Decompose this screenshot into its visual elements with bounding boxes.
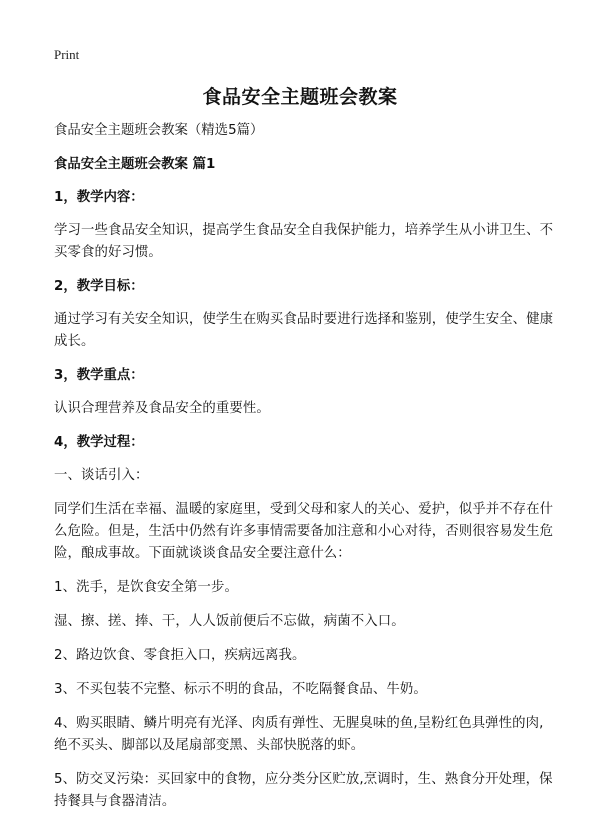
paragraph: 同学们生活在幸福、温暖的家庭里，受到父母和家人的关心、爱护，似乎并不存在什么危险。但是，生活中仍然有许多事情需要备加注意和小心对待，否则很容易发生危险，酿成事故。下面就谈谈食品安全要注意什么： xyxy=(54,502,554,561)
list-item: 3、不买包装不完整、标示不明的食品，不吃隔餐食品、牛奶。 xyxy=(54,682,427,697)
section-heading-goals: 2，教学目标： xyxy=(54,279,144,294)
list-item: 5、防交叉污染：买回家中的食物，应分类分区贮放,烹调时，生、熟食分开处理，保持餐具与食器清洁。 xyxy=(54,772,553,809)
paragraph: 认识合理营养及食品安全的重要性。 xyxy=(54,401,270,416)
print-label: Print xyxy=(54,47,80,62)
list-item: 2、路边饮食、零食拒入口，疾病远离我。 xyxy=(54,648,306,663)
document-body xyxy=(54,120,554,825)
document-subtitle: 食品安全主题班会教案（精选5篇） xyxy=(54,123,264,138)
list-item: 1、洗手，是饮食安全第一步。 xyxy=(54,580,238,595)
paragraph: 湿、擦、搓、捧、干，人人饭前便后不忘做，病菌不入口。 xyxy=(54,614,405,629)
page-title: 食品安全主题班会教案 xyxy=(202,86,398,108)
paragraph: 学习一些食品安全知识，提高学生食品安全自我保护能力，培养学生从小讲卫生、不买零食的好习惯。 xyxy=(54,223,554,260)
paragraph: 通过学习有关安全知识，使学生在购买食品时要进行选择和鉴别，使学生安全、健康成长。 xyxy=(54,312,554,349)
section-heading-content: 1，教学内容： xyxy=(54,190,144,205)
list-item: 4、购买眼睛、鳞片明亮有光泽、肉质有弹性、无腥臭味的鱼,呈粉红色具弹性的肉,绝不买头、脚部以及尾扇部变黑、头部快脱落的虾。 xyxy=(54,716,544,753)
article-title: 食品安全主题班会教案 篇1 xyxy=(54,157,216,172)
section-heading-focus: 3，教学重点： xyxy=(54,368,144,383)
section-heading-process: 4，教学过程： xyxy=(54,435,144,450)
paragraph: 一、谈话引入： xyxy=(54,468,149,483)
